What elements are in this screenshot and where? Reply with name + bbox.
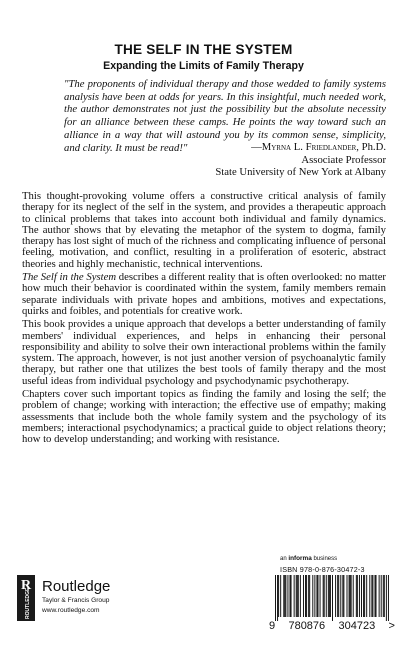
barcode-bar	[290, 575, 291, 617]
barcode-bar	[314, 575, 315, 617]
informa-business-note	[280, 555, 337, 563]
description-paragraph-1: This thought-provoking volume offers a constructive critical analysis of family therapy for its neglect of the self in the system, and provides a therapeutic approach to clinical problems that takes into account both individual and family dynamics. The author shows that by elevating the metaphor of the system to dogma, family therapy has lost sight of much of the richness and complicating influence of personal feeling, motivation, and conflict, resulting in a proliferation of esoteric, abstract theories and highly mechanistic, technical interventions.	[22, 190, 386, 270]
barcode-bar	[320, 575, 321, 617]
attribution-role: Associate Professor	[301, 153, 386, 166]
barcode-bar	[284, 575, 285, 617]
barcode-bar	[381, 575, 382, 617]
barcode-bar	[337, 575, 338, 617]
barcode-bar	[384, 575, 385, 617]
barcode-bar	[316, 575, 317, 617]
cover-header	[0, 42, 407, 73]
barcode-bar	[308, 575, 309, 617]
publisher-group: Taylor & Francis Group	[42, 597, 110, 604]
barcode-bar	[349, 575, 350, 617]
barcode-bar	[326, 575, 327, 617]
barcode-bar	[277, 575, 278, 621]
barcode-digits	[269, 620, 395, 632]
barcode-bar	[275, 575, 276, 621]
barcode-group-1: 780876	[288, 620, 326, 632]
barcode-bar	[386, 575, 387, 621]
attribution-name: Myrna L. Friedlander	[261, 141, 357, 153]
logo-letter: R	[20, 578, 32, 593]
barcode-bar	[361, 575, 362, 617]
description-paragraph-2	[22, 272, 386, 317]
barcode-bar	[335, 575, 336, 617]
barcode-bar	[323, 575, 324, 617]
note-prefix: an	[280, 556, 289, 562]
barcode-bar	[350, 575, 351, 617]
barcode-bar	[329, 575, 330, 617]
barcode-bar	[388, 575, 389, 621]
barcode-bar	[312, 575, 313, 617]
barcode-bar	[287, 575, 288, 617]
barcode-bar	[343, 575, 344, 617]
barcode-bar	[300, 575, 301, 617]
barcode-first-digit: 9	[269, 620, 276, 632]
barcode-bar	[332, 575, 333, 621]
barcode-bar	[305, 575, 306, 617]
barcode-bar	[306, 575, 307, 617]
barcode-bar	[340, 575, 341, 617]
note-brand: informa	[288, 555, 312, 562]
barcode-bar	[291, 575, 292, 617]
barcode-bar	[294, 575, 295, 617]
barcode-bar	[309, 575, 310, 617]
barcode-bar	[298, 575, 299, 617]
endorsement-quote: "The proponents of individual therapy and those wedded to family systems analysis have been at odds for years. In this insightful, much needed work, the author demonstrates not just the possibility but the absolute necessity for an alliance between these camps. He points the way toward such an alliance in a way that will astound you by its common sense, simplicity, and clarity. It must be read!"	[64, 78, 386, 154]
barcode-bar	[351, 575, 352, 617]
barcode-bar	[342, 575, 343, 617]
barcode-bar	[356, 575, 357, 617]
barcode-bar	[296, 575, 297, 617]
book-title-italic: The Self in the System	[22, 271, 117, 284]
barcode-end-mark: >	[388, 620, 395, 632]
isbn-number: ISBN 978-0-876-30472-3	[280, 565, 365, 574]
isbn-barcode-icon	[275, 575, 389, 621]
attribution-institution: State University of New York at Albany	[215, 166, 386, 179]
attribution-dash: —	[251, 141, 262, 153]
routledge-logo-icon	[17, 575, 35, 621]
barcode-bar	[357, 575, 358, 617]
endorsement-author	[64, 141, 386, 154]
barcode-bar	[372, 575, 373, 617]
barcode-bar	[376, 575, 377, 617]
barcode-bar	[366, 575, 367, 617]
attribution-degree: , Ph.D.	[356, 141, 386, 153]
book-subtitle: Expanding the Limits of Family Therapy	[103, 60, 304, 72]
note-suffix: business	[311, 556, 338, 562]
endorsement-attribution	[64, 141, 386, 179]
barcode-bar	[364, 575, 365, 617]
barcode-bar	[379, 575, 380, 617]
barcode-bar	[330, 575, 331, 617]
description-paragraph-3: This book provides a unique approach that develops a better understanding of family members' individual experiences, and helps in enhancing their personal responsibility and ability to solve their own interactional problems within the family system. The approach, however, is not just another version of psychoanalytic family therapy, but rather one that utilizes the best tools of family therapy and the most useful ideas from individual psychology and psychodynamic psychotherapy.	[22, 318, 386, 387]
barcode-bar	[324, 575, 325, 617]
barcode-group-2: 304723	[338, 620, 376, 632]
barcode-bar	[369, 575, 370, 617]
barcode-bar	[303, 575, 304, 617]
description-paragraph-2-text: describes a different reality that is often overlooked: no matter how much their behavior is coordinated within the system, family members remain separate individuals with private hopes and ambitions, motives and expectations, quirks and foibles, and potentials for creative work.	[22, 271, 386, 317]
barcode-bar	[280, 575, 281, 617]
barcode-bar	[283, 575, 284, 617]
description-body	[22, 191, 386, 448]
barcode-bar	[374, 575, 375, 617]
barcode-bar	[363, 575, 364, 617]
publisher-name: Routledge	[42, 578, 111, 595]
publisher-url[interactable]: www.routledge.com	[42, 607, 100, 614]
barcode-bar	[328, 575, 329, 617]
barcode-bar	[278, 575, 279, 617]
barcode-bar	[359, 575, 360, 617]
description-paragraph-4: Chapters cover such important topics as finding the family and losing the self; the problem of change; working with interaction; the effective use of empathy; making assessments that include both the whole family system and the psychology of its members; interactional psychodynamics; a practical guide to object relations theory; how to develop understanding; and working with resistance.	[22, 388, 386, 446]
barcode-bar	[297, 575, 298, 617]
barcode-bar	[371, 575, 372, 617]
book-title: THE SELF IN THE SYSTEM	[114, 42, 293, 57]
barcode-bar	[338, 575, 339, 617]
logo-caption: ROUTLEDGE	[25, 587, 31, 619]
barcode-bar	[317, 575, 318, 617]
barcode-bar	[347, 575, 348, 617]
barcode-bar	[353, 575, 354, 617]
barcode-bar	[285, 575, 286, 617]
barcode-bar	[383, 575, 384, 617]
